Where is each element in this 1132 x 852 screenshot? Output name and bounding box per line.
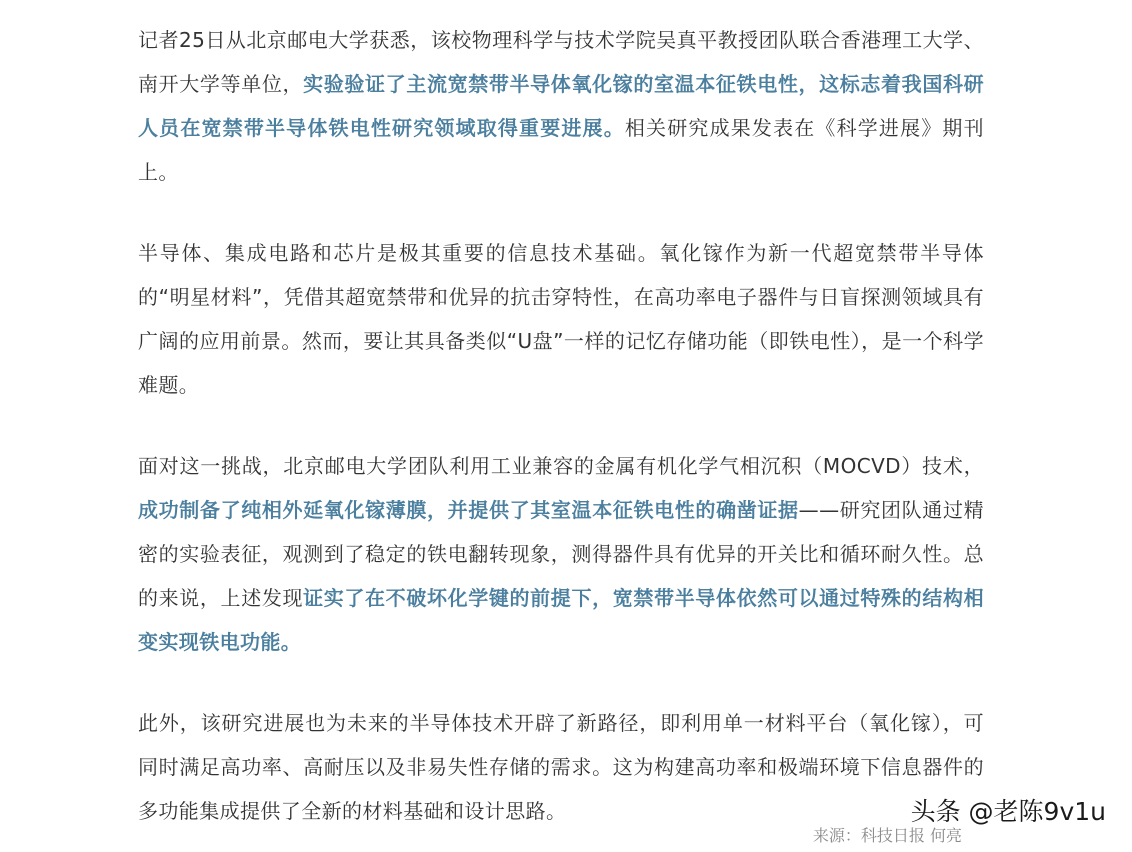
highlighted-text: 成功制备了纯相外延氧化镓薄膜，并提供了其室温本征铁电性的确凿证据 [138,498,799,522]
article-paragraph [138,18,984,194]
watermark: 头条 @老陈9v1u [910,797,1106,826]
highlighted-text: 证实了在不破坏化学键的前提下，宽禁带半导体依然可以通过特殊的结构相变实现铁电功能。 [138,586,984,654]
paragraph-text: 此外，该研究进展也为未来的半导体技术开辟了新路径，即利用单一材料平台（氧化镓），可同时满足高功率、高耐压以及非易失性存储的需求。这为构建高功率和极端环境下信息器件的多功能集成提供了全新的材料基础和设计思路。 [138,711,984,823]
paragraph-text: 半导体、集成电路和芯片是极其重要的信息技术基础。氧化镓作为新一代超宽禁带半导体的“明星材料”，凭借其超宽禁带和优异的抗击穿特性，在高功率电子器件与日盲探测领域具有广阔的应用前景。然而，要让其具备类似“U盘”一样的记忆存储功能（即铁电性），是一个科学难题。 [138,241,984,397]
article-paragraph [138,231,984,407]
paragraph-text: 面对这一挑战，北京邮电大学团队利用工业兼容的金属有机化学气相沉积（MOCVD）技术， [138,454,984,478]
article-paragraph [138,444,984,664]
article-paragraph [138,701,984,833]
highlighted-text: 实验验证了主流宽禁带半导体氧化镓的室温本征铁电性，这标志着我国科研人员在宽禁带半导体铁电性研究领域取得重要进展。 [138,72,984,140]
paragraph-text: 相关研究成果发表在《科学进展》期刊上。 [138,116,984,184]
paragraph-text: ——研究团队通过精密的实验表征，观测到了稳定的铁电翻转现象，测得器件具有优异的开关比和循环耐久性。总的来说，上述发现 [138,498,984,610]
source-credit: 来源：科技日报 何亮 [812,826,962,845]
article-body [138,18,984,833]
paragraph-text: 记者25日从北京邮电大学获悉，该校物理科学与技术学院吴真平教授团队联合香港理工大学、南开大学等单位， [138,28,984,96]
